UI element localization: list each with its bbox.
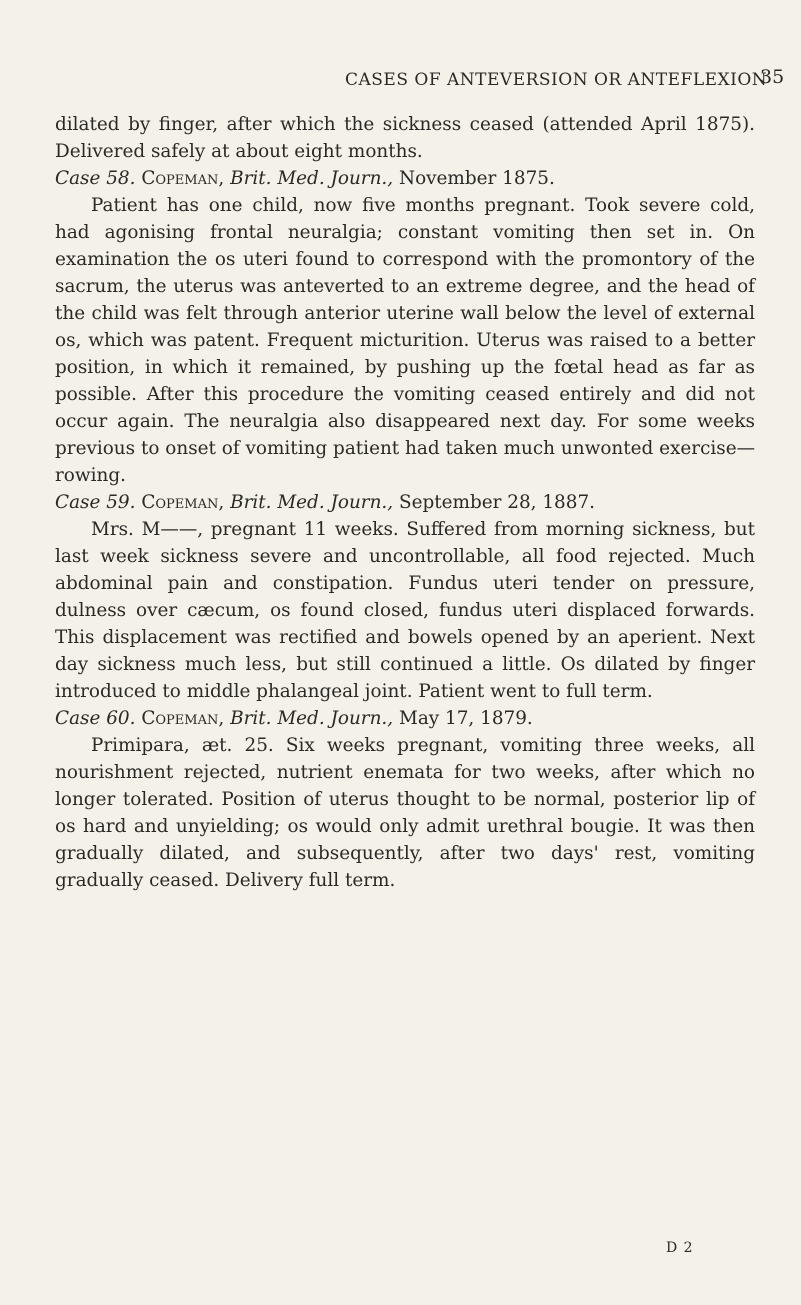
case-journal: Brit. Med. Journ.,: [230, 168, 394, 189]
case-label: Case 59.: [55, 492, 136, 513]
case-heading: [55, 705, 755, 732]
case-paragraph: Patient has one child, now five months pregnant. Took severe cold, had agonising frontal neuralgia; constant vomiting then set in. On examination the os uteri found to correspond with the promontory of the sacrum, the uterus was anteverted to an extreme degree, and the head of the child was felt through anterior uterine wall below the level of external os, which was patent. Frequent micturition. Uterus was raised to a better position, in which it remained, by pushing up the fœtal head as far as possible. After this procedure the vomiting ceased entirely and did not occur again. The neuralgia also disappeared next day. For some weeks previous to onset of vomiting patient had taken much unwonted exercise—rowing.: [55, 195, 755, 486]
case-date: May 17, 1879.: [399, 708, 533, 729]
case-date: November 1875.: [399, 168, 555, 189]
case-journal: Brit. Med. Journ.,: [230, 492, 394, 513]
page-body: [55, 111, 755, 894]
case-label: Case 58.: [55, 168, 136, 189]
page-number: 35: [760, 66, 785, 88]
case-paragraph: Primipara, æt. 25. Six weeks pregnant, vomiting three weeks, all nourishment rejected, nutrient enemata for two weeks, after which no longer tolerated. Position of uterus thought to be normal, posterior lip of os hard and unyielding; os would only admit urethral bougie. It was then gradually dilated, and subsequently, after two days' rest, vomiting gradually ceased. Delivery full term.: [55, 735, 755, 891]
running-title: CASES OF ANTEVERSION OR ANTEFLEXION: [345, 70, 768, 90]
case-author: Copeman,: [141, 168, 225, 189]
signature-mark: D 2: [666, 1240, 694, 1256]
case-heading: [55, 489, 755, 516]
intro-paragraph: dilated by finger, after which the sickness ceased (attended April 1875). Delivered safely at about eight months.: [55, 114, 755, 162]
case-label: Case 60.: [55, 708, 136, 729]
case-author: Copeman,: [141, 708, 225, 729]
case-journal: Brit. Med. Journ.,: [230, 708, 394, 729]
case-heading: [55, 165, 755, 192]
case-author: Copeman,: [141, 492, 225, 513]
case-paragraph: Mrs. M——, pregnant 11 weeks. Suffered from morning sickness, but last week sickness severe and uncontrollable, all food rejected. Much abdominal pain and constipation. Fundus uteri tender on pressure, dulness over cæcum, os found closed, fundus uteri displaced forwards. This displacement was rectified and bowels opened by an aperient. Next day sickness much less, but still continued a little. Os dilated by finger introduced to middle phalangeal joint. Patient went to full term.: [55, 519, 755, 702]
case-date: September 28, 1887.: [399, 492, 596, 513]
